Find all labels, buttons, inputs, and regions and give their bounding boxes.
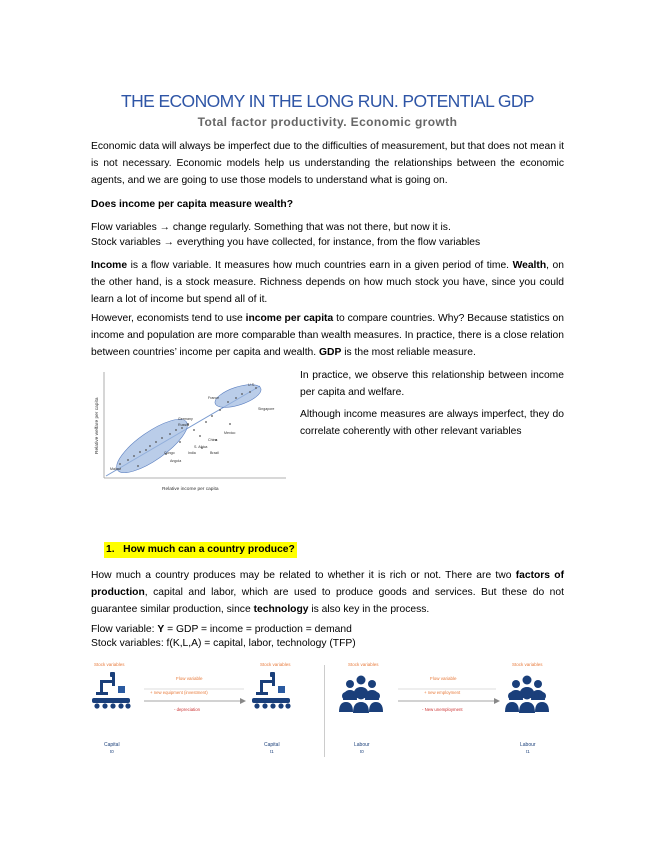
flow-variables-line: Flow variables → change regularly. Something that was not there, but now it is. <box>91 222 451 233</box>
income-text-1: is a flow variable. It measures how much countries earn in a given period of time. <box>127 260 513 271</box>
high-income-cluster <box>212 380 263 412</box>
income-term: Income <box>91 260 128 271</box>
chart-label-germany: Germany <box>178 417 193 421</box>
flow-variable-prefix: Flow variable: <box>91 624 158 635</box>
production-text-1: How much a country produces may be related to whether it is rich or not. There are two <box>91 570 516 581</box>
production-text-2: , capital and labor, which are used to produce goods and services. But these do not guarantee similar production, since <box>91 587 564 615</box>
chart-label-s-africa: S. Africa <box>194 445 208 449</box>
question-heading: Does income per capita measure wealth? <box>91 199 294 210</box>
diagram-divider <box>324 665 325 757</box>
labour-flow-label: Flow variable <box>430 676 457 681</box>
chart-label-us: U.S. <box>248 383 255 387</box>
chart-label-france: France <box>208 396 220 400</box>
factors-of-production-term: factors of production <box>91 570 564 598</box>
labour-stock-label-left: Stock variables <box>348 662 379 667</box>
capital-right-time: t1 <box>270 749 274 754</box>
robot-assembly-icon-right <box>252 672 291 709</box>
chart-label-singapore: Singapore <box>258 407 275 411</box>
low-income-cluster <box>110 410 195 481</box>
page-title: THE ECONOMY IN THE LONG RUN. POTENTIAL GDP <box>120 91 534 111</box>
capital-diagram <box>90 660 300 760</box>
labour-diagram <box>334 660 559 760</box>
capital-minus-text: - depreciation <box>174 707 201 712</box>
capital-flow-label: Flow variable <box>176 676 203 681</box>
labour-left-label: Labour <box>354 742 370 748</box>
chart-label-brazil: Brazil <box>210 451 219 455</box>
labour-stock-label-right: Stock variables <box>512 662 543 667</box>
chart-x-axis-label: Relative income per capita <box>162 487 219 492</box>
chart-label-china: China <box>208 438 218 442</box>
gdp-term: GDP <box>319 347 342 358</box>
wealth-term: Wealth <box>512 260 547 271</box>
income-text-2: , on the other hand, is a stock measure. Richness depends on how much stock you have, since you could learn a lot of income but spend all of it. <box>91 260 564 305</box>
capital-left-time: t0 <box>110 749 114 754</box>
chart-label-congo: Congo <box>164 451 175 455</box>
side-paragraph-1: In practice, we observe this relationship between income per capita and welfare. <box>300 370 564 398</box>
economists-text-2: to compare countries. Why? Because statistics on income and population are more comparable than wealth measures. In practice, there is a close relation between countries’ income per capita and wealth. <box>91 313 564 358</box>
side-paragraph-2: Although income measures are always imperfect, they do correlate coherently with other relevant variables <box>300 409 564 437</box>
production-paragraph <box>91 567 564 618</box>
technology-term: technology <box>253 604 309 615</box>
income-welfare-scatter-chart <box>90 366 290 500</box>
chart-label-malawi: Malawi <box>110 467 122 471</box>
labour-left-time: t0 <box>360 749 364 754</box>
capital-right-label: Capital <box>264 742 280 748</box>
y-symbol: Y <box>157 624 165 635</box>
chart-label-russia: Russia <box>178 423 189 427</box>
people-group-icon-right <box>505 676 549 714</box>
people-group-icon-left <box>339 676 383 714</box>
income-paragraph <box>91 257 564 308</box>
capital-stock-label: Stock variables <box>94 662 125 667</box>
labour-plus-text: + new employment <box>424 690 461 695</box>
chart-label-mexico: Mexico <box>224 431 236 435</box>
income-per-capita-term: income per capita <box>245 313 334 324</box>
labour-right-label: Labour <box>520 742 536 748</box>
chart-y-axis-label: Relative welfare per capita <box>95 397 100 454</box>
intro-paragraph: Economic data will always be imperfect due to the difficulties of measurement, but that does not mean it is not necessary. Economic models help us understanding the relationships between the economic agents, and we are going to use those models to understand what is going on. <box>91 141 564 186</box>
flow-variable-equation: = GDP = income = production = demand <box>164 624 352 635</box>
capital-plus-text: + new equipment (investment) <box>150 690 208 695</box>
page-subtitle: Total factor productivity. Economic growth <box>197 115 458 129</box>
labour-arrow-head <box>494 698 500 704</box>
section-heading-production: 1. How much can a country produce? <box>104 542 297 558</box>
economists-paragraph <box>91 310 564 361</box>
capital-stock-label-right: Stock variables <box>260 662 291 667</box>
stock-variables-line: Stock variables → everything you have collected, for instance, from the flow variables <box>91 237 481 248</box>
capital-left-label: Capital <box>104 742 120 748</box>
stock-variables-definition: Stock variables: f(K,L,A) = capital, labor, technology (TFP) <box>91 638 356 649</box>
labour-right-time: t1 <box>526 749 530 754</box>
labour-minus-text: - New unemployment <box>422 707 463 712</box>
chart-label-angola: Angola <box>170 459 182 463</box>
economists-text-3: is the most reliable measure. <box>341 347 476 358</box>
economists-text-1: However, economists tend to use <box>91 313 246 324</box>
production-text-3: is also key in the process. <box>308 604 430 615</box>
robot-assembly-icon-left <box>92 672 131 709</box>
chart-label-india: India <box>188 451 196 455</box>
capital-arrow-head <box>240 698 246 704</box>
